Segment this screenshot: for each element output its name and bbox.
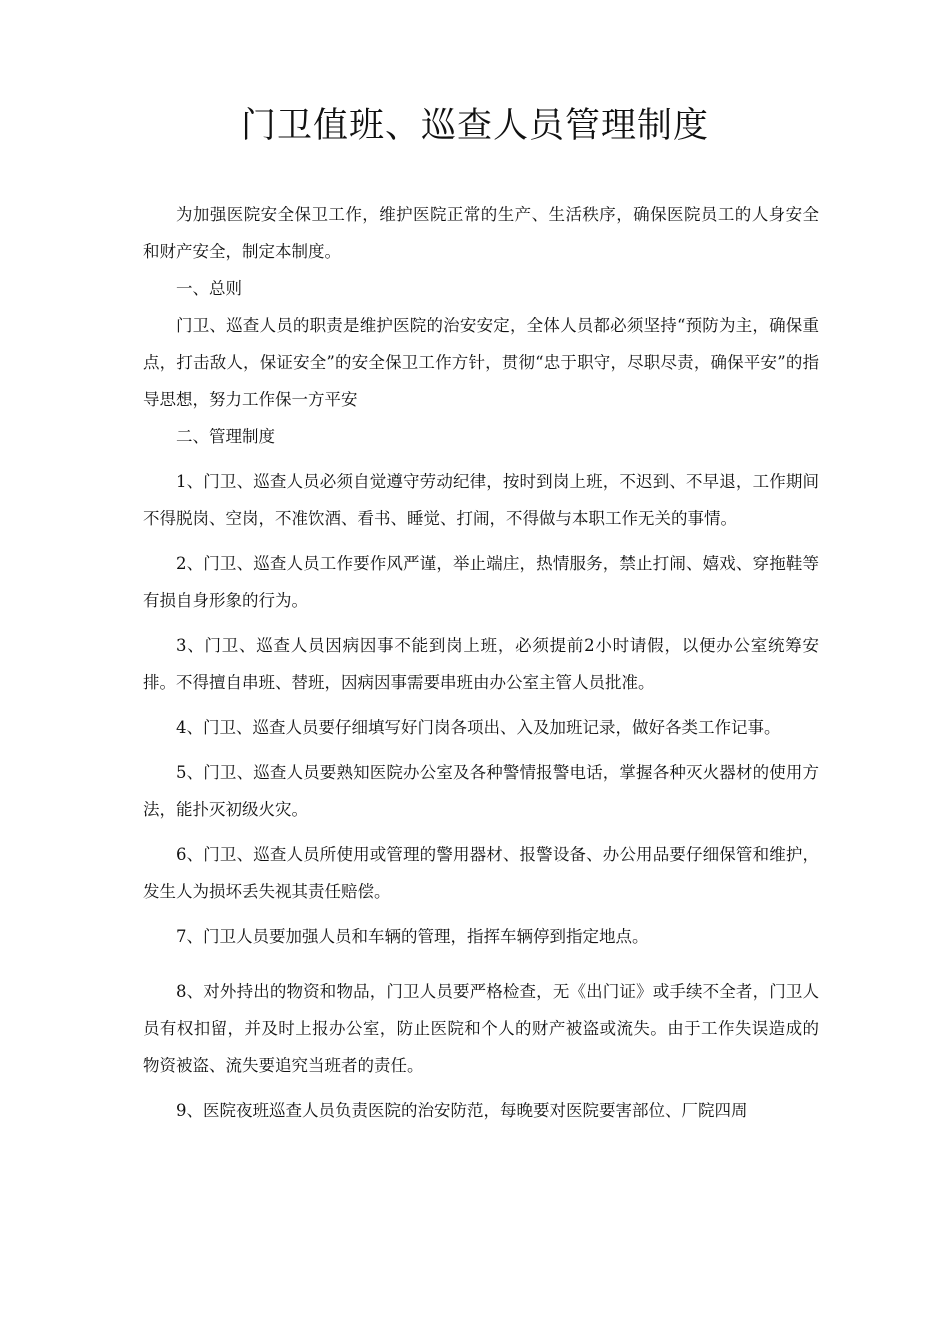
rule-item-9: 9、医院夜班巡查人员负责医院的治安防范，每晚要对医院要害部位、厂院四周 — [176, 1101, 748, 1120]
intro-paragraph: 为加强医院安全保卫工作，维护医院正常的生产、生活秩序，确保医院员工的人身安全和财产安全，制定本制度。 — [143, 205, 819, 261]
rule-item-8: 8、对外持出的物资和物品，门卫人员要严格检查，无《出门证》或手续不全者，门卫人员有权扣留，并及时上报办公室，防止医院和个人的财产被盗或流失。由于工作失误造成的物资被盗、流失要追究当班者的责任。 — [143, 982, 819, 1075]
section-heading-management: 二、管理制度 — [176, 427, 275, 446]
rule-item-3: 3、门卫、巡查人员因病因事不能到岗上班，必须提前2小时请假，以便办公室统筹安排。不得擅自串班、替班，因病因事需要串班由办公室主管人员批准。 — [143, 636, 819, 692]
rule-item-7: 7、门卫人员要加强人员和车辆的管理，指挥车辆停到指定地点。 — [176, 927, 649, 946]
general-principles-paragraph: 门卫、巡查人员的职责是维护医院的治安安定，全体人员都必须坚持“预防为主，确保重点，打击敌人，保证安全”的安全保卫工作方针，贯彻“忠于职守，尽职尽责，确保平安”的指导思想，努力工作保一方平安 — [143, 316, 819, 409]
rule-item-6: 6、门卫、巡查人员所使用或管理的警用器材、报警设备、办公用品要仔细保管和维护，发生人为损坏丢失视其责任赔偿。 — [143, 845, 819, 901]
rule-item-2: 2、门卫、巡查人员工作要作风严谨，举止端庄，热情服务，禁止打闹、嬉戏、穿拖鞋等有损自身形象的行为。 — [143, 554, 819, 610]
rule-item-1: 1、门卫、巡查人员必须自觉遵守劳动纪律，按时到岗上班，不迟到、不早退，工作期间不得脱岗、空岗，不准饮酒、看书、睡觉、打闹，不得做与本职工作无关的事情。 — [143, 472, 819, 528]
document-title: 门卫值班、巡查人员管理制度 — [240, 106, 709, 146]
document-body — [143, 196, 819, 1129]
rule-item-5: 5、门卫、巡查人员要熟知医院办公室及各种警情报警电话，掌握各种灭火器材的使用方法，能扑灭初级火灾。 — [143, 763, 819, 819]
section-heading-general: 一、总则 — [176, 279, 242, 298]
rule-item-4: 4、门卫、巡查人员要仔细填写好门岗各项出、入及加班记录，做好各类工作记事。 — [176, 718, 781, 737]
